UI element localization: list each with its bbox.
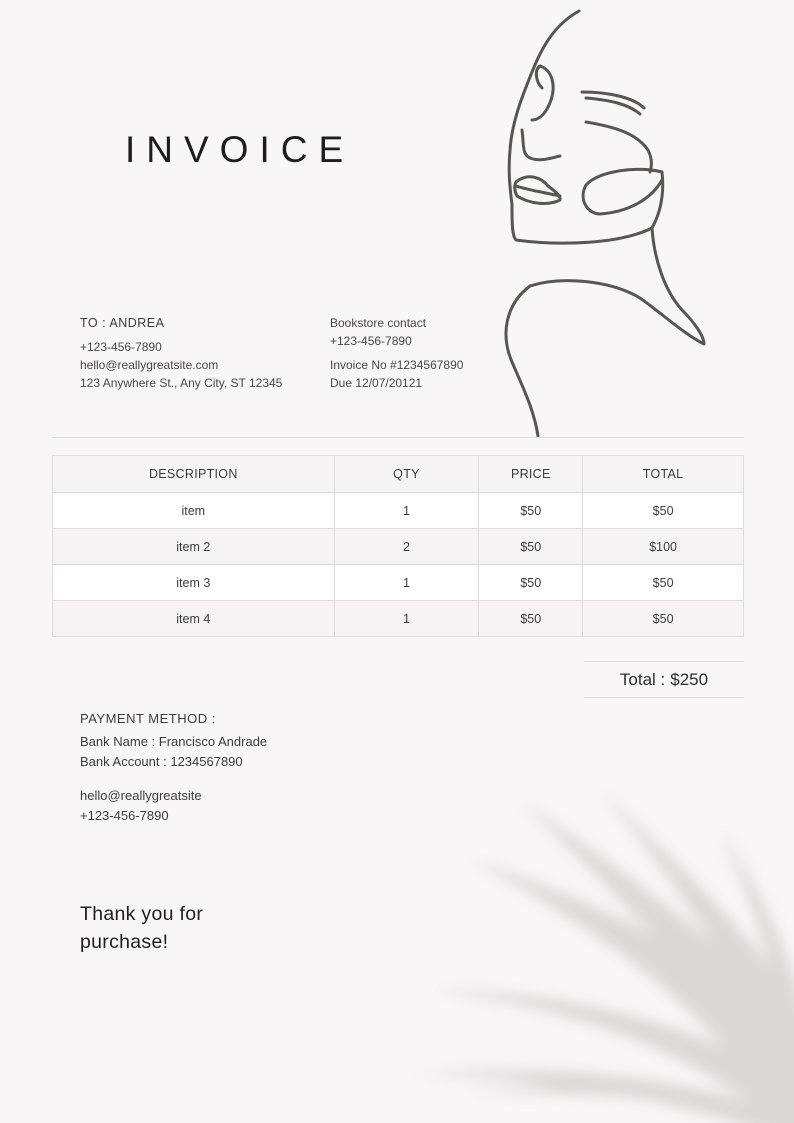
column-header-price: PRICE	[479, 456, 583, 493]
column-header-qty: QTY	[334, 456, 479, 493]
table-row	[53, 565, 744, 601]
bill-to-email: hello@reallygreatsite.com	[80, 358, 219, 372]
payment-heading: PAYMENT METHOD :	[80, 711, 216, 726]
total-value: $250	[670, 669, 709, 689]
cell-qty: 1	[334, 493, 479, 529]
table-header-row	[53, 456, 744, 493]
contact-phone: +123-456-7890	[330, 334, 412, 348]
total-label: Total :	[619, 669, 666, 689]
bank-account: Bank Account : 1234567890	[80, 754, 243, 769]
column-header-total: TOTAL	[583, 456, 744, 493]
cell-total: $50	[583, 493, 744, 529]
bank-name: Bank Name : Francisco Andrade	[80, 734, 268, 749]
table-row	[53, 493, 744, 529]
table-row	[53, 601, 744, 637]
cell-qty: 2	[334, 529, 479, 565]
bill-to-address: 123 Anywhere St., Any City, ST 12345	[80, 376, 283, 390]
cell-description: item 4	[53, 601, 335, 637]
divider	[52, 437, 744, 438]
payment-email: hello@reallygreatsite	[80, 788, 202, 803]
thank-you-line-1: Thank you for	[80, 903, 204, 925]
bill-to-heading	[80, 316, 164, 330]
cell-total: $50	[583, 601, 744, 637]
thank-you-line-2: purchase!	[80, 931, 169, 953]
cell-description: item 2	[53, 529, 335, 565]
thank-you-message	[80, 900, 203, 956]
due-date: Due 12/07/20121	[330, 376, 423, 390]
cell-total: $100	[583, 529, 744, 565]
cell-total: $50	[583, 565, 744, 601]
page-title: INVOICE	[125, 129, 355, 170]
palm-leaf-shadow-icon	[420, 790, 794, 1123]
cell-qty: 1	[334, 601, 479, 637]
bill-to-name: ANDREA	[109, 316, 165, 330]
face-line-art-icon	[506, 11, 704, 436]
cell-price: $50	[479, 601, 583, 637]
contact-heading: Bookstore contact	[330, 316, 427, 330]
table-row	[53, 529, 744, 565]
invoice-number: Invoice No #1234567890	[330, 358, 464, 372]
cell-description: item 3	[53, 565, 335, 601]
column-header-description: DESCRIPTION	[53, 456, 335, 493]
payment-phone: +123-456-7890	[80, 808, 169, 823]
cell-qty: 1	[334, 565, 479, 601]
bill-to-phone: +123-456-7890	[80, 340, 162, 354]
invoice-total	[584, 661, 744, 698]
cell-price: $50	[479, 565, 583, 601]
cell-price: $50	[479, 529, 583, 565]
bill-to-label: TO :	[80, 316, 107, 330]
cell-price: $50	[479, 493, 583, 529]
items-table	[52, 455, 744, 637]
cell-description: item	[53, 493, 335, 529]
